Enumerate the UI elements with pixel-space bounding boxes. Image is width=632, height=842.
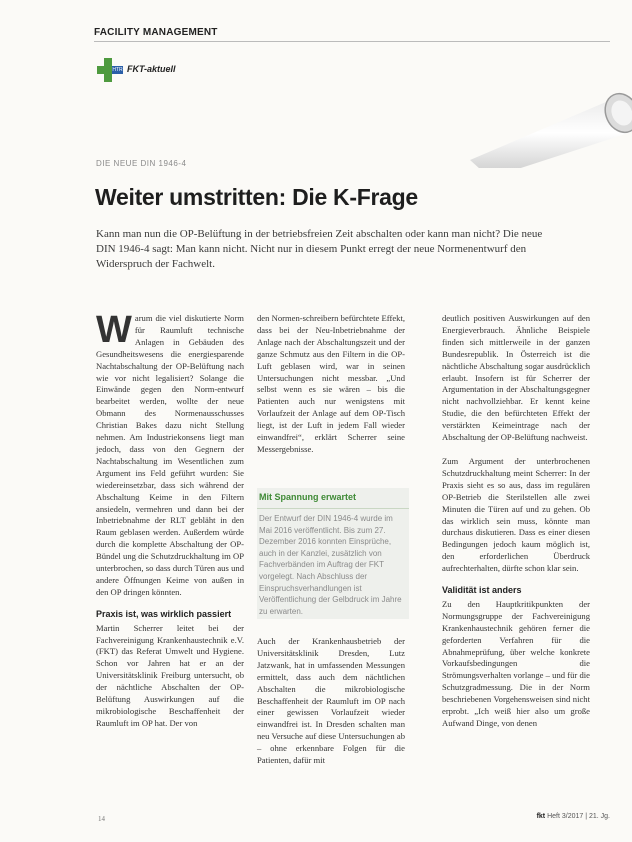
footer-issue [537,813,610,820]
logo-badge: HTR [112,67,123,73]
header-rule [94,41,610,42]
info-box-title: Mit Spannung erwartet [257,488,409,509]
pipe-illustration [470,78,632,168]
paragraph: den Normen-schreibern befürchtete Effekt, dass bei der Neu-Inbetriebnahme der Anlage nach der Abschaltungszeit und der ganze Schmutz aus den Filtern in die OP-Luft geblasen wird, war in seinen Untersuchungen nicht messbar. „Und selbst wenn es sie wären – bis die Patienten auch nur wenigstens mit Vorlaufzeit der Anlage auf dem OP-Tisch liegt, ist der Luft in jedem Fall wieder einwandfrei“, erklärt Scherrer seine Messergebnisse. [257,313,405,454]
article-column-3 [442,313,590,730]
article-lead: Kann man nun die OP-Belüftung in der betriebsfreien Zeit abschalten oder kann man nicht? Die neue DIN 1946-4 sagt: Man kann nicht. Nicht nur in diesem Punkt erregt der neue Normenentwurf den Widerspruch der Fachwelt. [96,228,543,270]
logo-wordmark: FKT-aktuell [127,64,176,74]
fkt-aktuell-logo [97,58,217,86]
footer-issue-text: Heft 3/2017 | 21. Jg. [547,813,610,820]
footer-magazine: fkt [536,813,546,820]
paragraph: Zu den Hauptkritikpunkten der Normungsgruppe der Fachvereinigung Krankenhaustechnik gehören ferner die geforderten Verfahren für die Abnahmeprüfung, über welche konkrete Vorkaufsbedingungen die Strömungsverhalten vorlange – und für die Schutzgradmessung. Die in der Norm beschriebenen Vorgehensweisen sind nicht erprobt. „Ich weiß hier also um große Aufwand Dinge, von denen [442,598,590,728]
subheading: Validität ist anders [442,585,522,596]
subheading: Praxis ist, was wirklich passiert [96,608,232,619]
info-box-text: Der Entwurf der DIN 1946-4 wurde im Mai 2016 veröffentlicht. Bis zum 27. Dezember 2016 konnten Einsprüche, auch in der Kanzlei, zusätzlich von Fachverbänden im Auftrag der FKT vorgelegt. Nach Abschluss der Einspruchsverhandlungen ist Veröffentlichung der Gelbdruck im Jahre zu erwarten. [259,514,402,616]
paragraph: Auch der Krankenhausbetrieb der Universitätsklinik Dresden, Lutz Jatzwank, hat in umfassenden Messungen ermittelt, dass auch dem nächtlichen Abschalten die mikrobiologische Beschaffenheit der Raumluft im OP nach einer gewissen Vorlaufzeit wieder einwandfrei ist. In Dresden schalten man neu Versuche auf diese Untersuchungen ab – ohne erkennbare Folgen für die Patienten, dafür mit [257,636,405,766]
drop-cap: W [96,309,132,351]
article-kicker: DIE NEUE DIN 1946-4 [96,159,187,168]
paragraph: Zum Argument der unterbrochenen Schutzdruckhaltung meint Scherrer: In der Praxis sieht es so aus, dass im regulären OP-Betrieb die Sterilstellen alle zwei Minuten die Türen auf und zu gehen. Ob das wirklich sein muss, könnte man durchaus diskutieren. Dass es einer diesen Bedingungen jedoch kaum möglich ist, den erforderlichen Überdruck aufrechterhalten, dürfte schon klar sein. [442,455,590,574]
info-box [257,488,409,619]
article-column-2 [257,313,405,456]
article-headline: Weiter umstritten: Die K-Frage [95,184,418,210]
paragraph: Warum die viel diskutierte Norm für Raumluft technische Anlagen in Gebäuden des Gesundheitswesens die energiesparende Nachtabschaltung der OP-Belüftung nach wie vor nicht legalisiert? Solange die Einwände gegen den Norm-entwurf bearbeitet werden, wollte der neue Obmann des Normenausschusses Christian Bakes dazu nicht Stellung nehmen. Am Industriekonsens liegt man jedoch, dass von den Gegnern der Nachtabschaltung im Wesentlichen zum Argument ins Feld geführt wurden: Sie wiedereinsetzbar, dass sich während der Abschaltung Keime in den Filtern ansiedeln, vermehren und dann bei der Inbetriebnahme der RLT gebläht in den Raum geblasen werden. Außerdem würde durch die komplette Abschaltung der OP-Bündel ung die Schutzdruckhaltung im OP unterbrochen, so dass durch Türen aus und andere Öffnungen Keime von außen in den OP dringen könnten. [96,309,244,597]
page-number: 14 [98,815,105,823]
paragraph: deutlich positiven Auswirkungen auf den Energieverbrauch. Ähnliche Beispiele finden sich mittlerweile in der ganzen Bundesrepublik. In Österreich ist die nächtliche Abschaltung sogar ausdrücklich erlaubt. Insofern ist für Scherrer der Argumentation in der Abschaltungsgegner nicht nachvollziehbar. Er kennt keine Studie, die den befürchteten Effekt der verstärkten Keimeintrage nach der Abschaltung der OP-Belüftung nachweist. [442,313,590,443]
article-column-1 [96,309,244,730]
paragraph: Martin Scherrer leitet bei der Fachvereinigung Krankenhaustechnik e.V. (FKT) das Referat Umwelt und Hygiene. Schon vor Jahren hat er an der Universitätsklinik Freiburg untersucht, ob der nächtliche Abschalten der OP-Belüftung Auswirkungen auf die mikrobiologische Beschaffenheit der Raumluft im OP hat. Der von [96,622,244,728]
section-label: FACILITY MANAGEMENT [94,27,218,38]
